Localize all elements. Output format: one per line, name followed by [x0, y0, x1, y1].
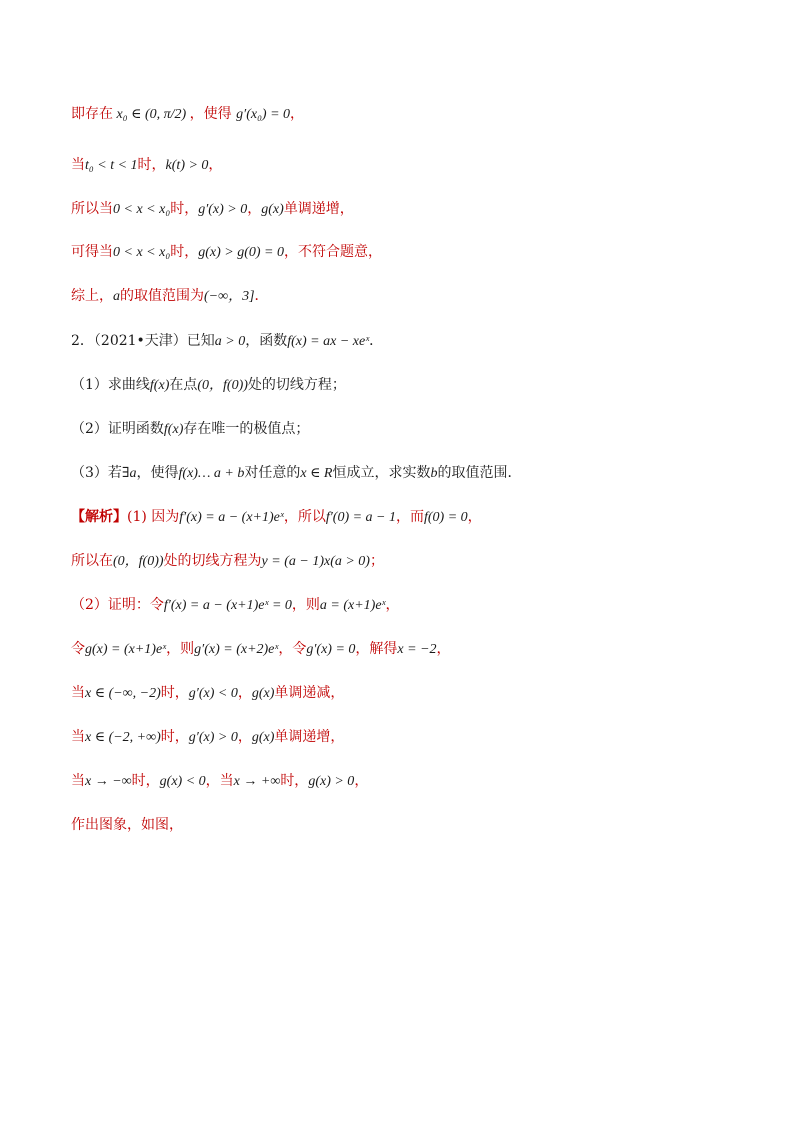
math-expression: f(x) [149, 378, 170, 393]
math-expression: g′(x) > 0 [188, 730, 238, 745]
math-expression: g′(x₀) = 0 [236, 107, 291, 122]
math-expression: f(0) = 0 [424, 510, 468, 525]
math-expression: x = −2 [397, 642, 437, 657]
math-expression: b [430, 466, 438, 481]
analysis-line-4 [71, 639, 451, 660]
text-run: 对任意的 [244, 465, 301, 481]
math-expression: a [113, 289, 120, 304]
text-run: ， [290, 106, 305, 122]
text-run: 时， [160, 729, 189, 745]
text-run: ． [254, 288, 269, 304]
math-expression: y = (a − 1)x(a > 0) [261, 554, 370, 569]
math-expression: f(x)… a + b [178, 466, 245, 481]
math-expression: f′(x) = a − (x+1)eˣ [179, 510, 284, 525]
analysis-line-5 [71, 683, 344, 704]
text-run: ，函数 [245, 333, 288, 349]
text-run: ，所以 [283, 509, 326, 525]
problem-2-stem [71, 331, 383, 352]
math-expression: g(x) [261, 202, 284, 217]
text-run: 时， [137, 157, 166, 173]
text-run: ， [237, 685, 252, 701]
solution-line-3 [71, 199, 354, 220]
text-run: ， [467, 509, 482, 525]
math-expression: x ∈ (−∞, −2) [85, 686, 161, 701]
math-expression: 0 < x < x₀ [113, 245, 171, 260]
text-run: 可得当 [71, 244, 113, 260]
text-run: ，使得 [189, 106, 237, 122]
text-run: ，使得 [136, 465, 179, 481]
math-expression: g(x) > g(0) = 0 [198, 245, 284, 260]
text-run: 2．（2021•天津）已知 [71, 333, 215, 349]
text-run: (1) 因为 [127, 509, 180, 525]
text-run: 处的切线方程为 [163, 553, 262, 569]
text-run: 存在唯一的极值点； [183, 421, 310, 437]
math-expression: x₀ ∈ (0, π/2) [113, 107, 190, 122]
text-run: ， [247, 201, 262, 217]
math-expression: g′(x) < 0 [188, 686, 238, 701]
math-expression: x ∈ (−2, +∞) [85, 730, 161, 745]
math-expression: a > 0 [214, 334, 246, 349]
math-expression: x → −∞ [85, 774, 132, 789]
text-run: 即存在 [71, 106, 113, 122]
math-expression: t₀ < t < 1 [85, 158, 138, 173]
text-run: ， [436, 641, 451, 657]
math-expression: f′(0) = a − 1 [325, 510, 396, 525]
math-expression: (−∞，3] [204, 289, 255, 304]
text-run: ， [208, 157, 223, 173]
text-run: 当 [71, 729, 85, 745]
math-expression: g(x) < 0 [159, 774, 206, 789]
text-run: 单调递减， [274, 685, 345, 701]
problem-2-part-2 [71, 419, 309, 440]
text-run: 作出图象，如图， [71, 817, 183, 833]
problem-2-part-1 [71, 375, 346, 396]
text-run: ； [369, 553, 384, 569]
math-expression: f(x) [163, 422, 184, 437]
text-run: 综上， [71, 288, 113, 304]
math-expression: x → +∞ [233, 774, 281, 789]
text-run: 令 [71, 641, 85, 657]
text-run: 的取值范围． [437, 465, 522, 481]
analysis-line-2 [71, 551, 384, 572]
math-expression: g(x) > 0 [308, 774, 355, 789]
problem-2-part-3 [71, 463, 522, 484]
text-run: （3）若 [71, 465, 122, 481]
analysis-line-8 [71, 815, 183, 835]
solution-line-4 [71, 242, 382, 263]
text-run: 时， [160, 685, 189, 701]
text-run: ，不符合题意， [283, 244, 382, 260]
solution-line-1 [71, 104, 304, 125]
text-run: ，令 [278, 641, 307, 657]
analysis-line-6 [71, 727, 344, 748]
text-run: 当 [71, 157, 85, 173]
text-run: 在点 [169, 377, 198, 393]
text-run: 时， [280, 773, 309, 789]
math-expression: g(x) = (x+1)eˣ [85, 642, 167, 657]
math-expression: g′(x) = (x+2)eˣ [194, 642, 279, 657]
text-run: 的取值范围为 [120, 288, 204, 304]
math-expression: g′(x) = 0 [306, 642, 356, 657]
text-run: ，解得 [355, 641, 398, 657]
math-expression: f(x) = ax − xeˣ [287, 334, 370, 349]
text-run: ，则 [166, 641, 195, 657]
math-expression: a = (x+1)eˣ [319, 598, 386, 613]
analysis-line-1 [71, 507, 482, 528]
text-run: （2）证明函数 [71, 421, 164, 437]
text-run: ，当 [205, 773, 234, 789]
text-run: 所以在 [71, 553, 113, 569]
solution-line-5 [71, 286, 269, 307]
text-run: 时， [170, 201, 199, 217]
analysis-line-7 [71, 771, 368, 792]
text-run: 单调递增， [274, 729, 345, 745]
text-run: 所以当 [71, 201, 113, 217]
math-expression: g′(x) > 0 [198, 202, 248, 217]
text-run: 恒成立，求实数 [332, 465, 431, 481]
analysis-line-3 [71, 595, 400, 616]
analysis-label: 【解析】 [71, 509, 127, 525]
math-expression: g(x) [251, 686, 275, 701]
math-expression: (0，f(0)) [113, 554, 164, 569]
math-expression: f′(x) = a − (x+1)eˣ = 0 [163, 598, 292, 613]
math-expression: ∃a [121, 466, 137, 481]
text-run: 当 [71, 685, 85, 701]
text-run: 单调递增， [283, 201, 354, 217]
math-expression: k(t) > 0 [165, 158, 209, 173]
math-expression: (0，f(0)) [197, 378, 248, 393]
text-run: 时， [170, 244, 199, 260]
text-run: ， [237, 729, 252, 745]
text-run: ，而 [396, 509, 424, 525]
text-run: 处的切线方程； [247, 377, 346, 393]
text-run: （1）求曲线 [71, 377, 150, 393]
text-run: 当 [71, 773, 85, 789]
text-run: ， [385, 597, 400, 613]
math-expression: 0 < x < x₀ [113, 202, 171, 217]
math-expression: x ∈ R [300, 466, 333, 481]
solution-line-2 [71, 155, 222, 176]
text-run: ． [369, 333, 384, 349]
text-run: 时， [131, 773, 160, 789]
math-expression: g(x) [251, 730, 275, 745]
text-run: ，则 [291, 597, 320, 613]
text-run: （2）证明：令 [71, 597, 164, 613]
text-run: ， [354, 773, 369, 789]
